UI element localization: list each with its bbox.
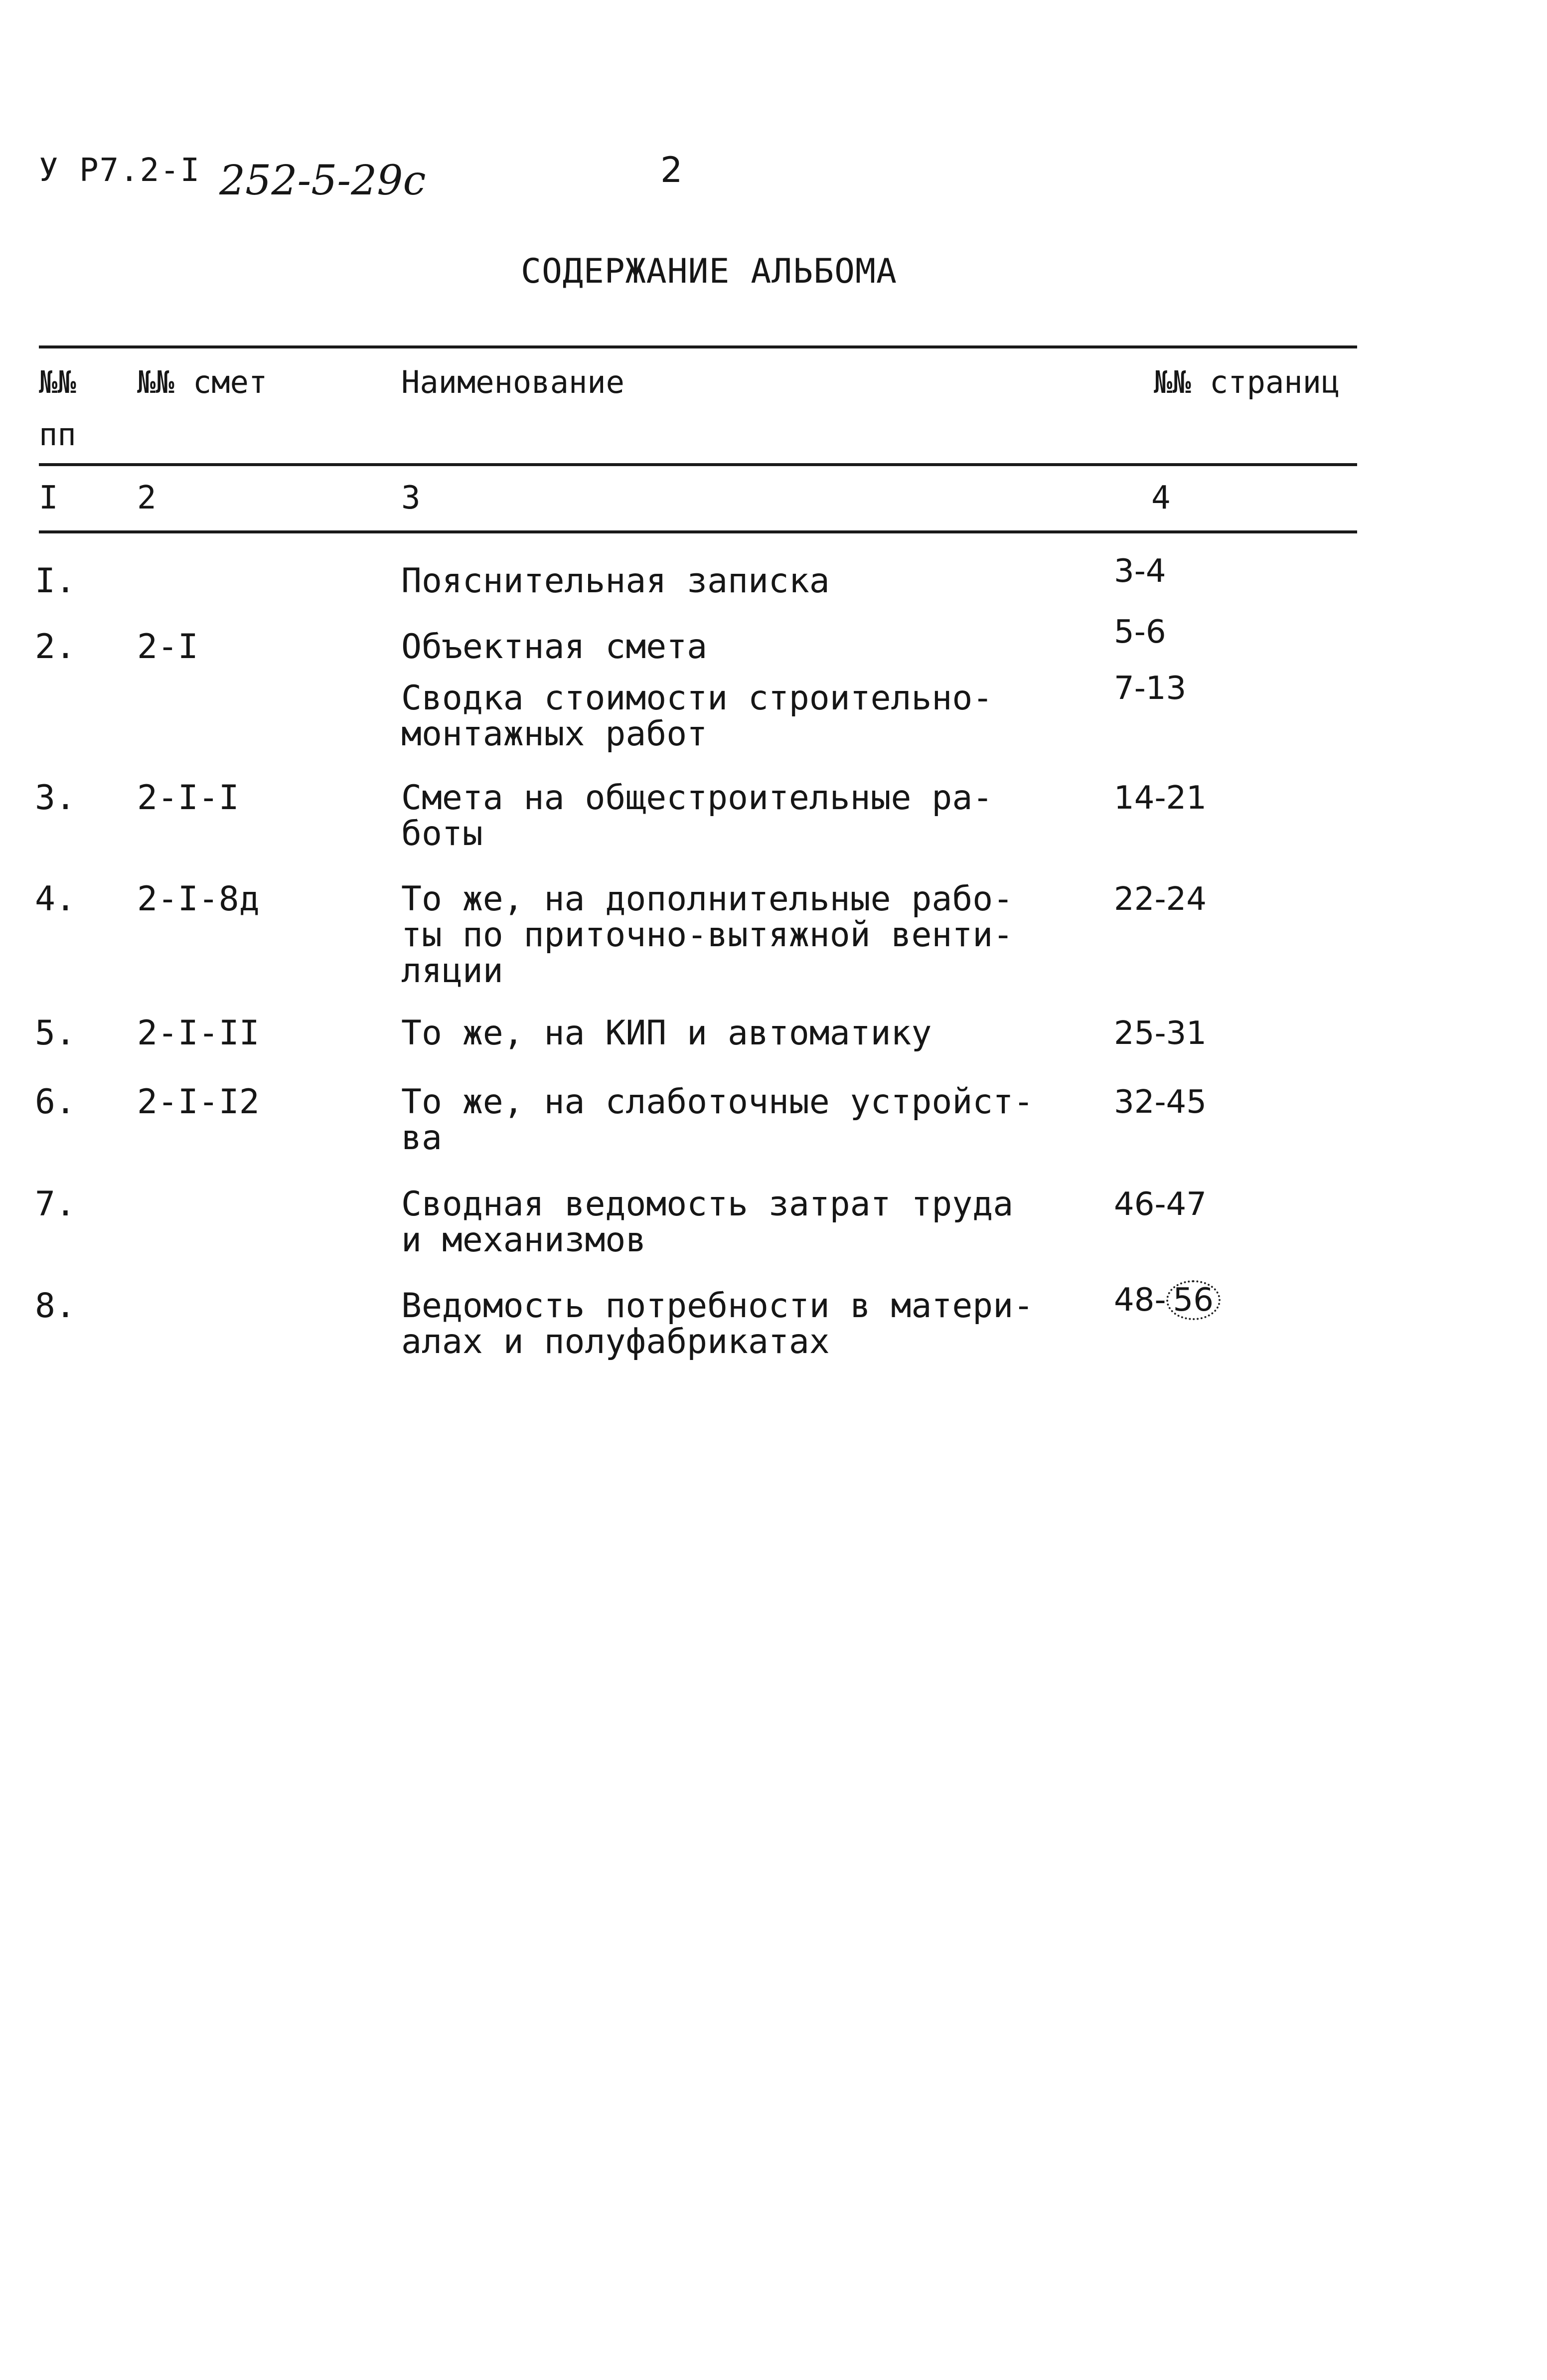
estimate-number: 2-I-I2	[137, 1082, 260, 1122]
col-number-2: 2	[137, 480, 156, 516]
row-number: 5.	[35, 1014, 76, 1053]
page-number: 2	[660, 150, 683, 190]
item-name: Сводная ведомость затрат труда и механизмов	[401, 1185, 1014, 1260]
item-name: Объектная смета	[401, 627, 708, 667]
page-range: 14-21	[1114, 780, 1207, 817]
page-range	[1114, 1280, 1221, 1320]
col-header-name: Наименование	[401, 364, 624, 400]
row-number: I.	[35, 561, 76, 601]
page-range: 3-4	[1114, 553, 1166, 590]
document-code: У Р7.2-I	[39, 152, 201, 189]
item-name: Смета на общестроительные ра- боты	[401, 778, 993, 853]
page-range: 32-45	[1114, 1084, 1207, 1121]
item-name: То же, на КИП и автоматику	[401, 1014, 932, 1053]
row-number: 4.	[35, 879, 76, 919]
page-range-start: 48-	[1114, 1282, 1166, 1319]
item-name: То же, на слаботочные устройст- ва	[401, 1082, 1034, 1158]
col-header-no: №№	[39, 364, 76, 400]
estimate-number: 2-I-II	[137, 1014, 260, 1053]
col-number-3: 3	[401, 480, 421, 516]
header-bottom-rule	[39, 463, 1357, 466]
column-number-rule	[39, 530, 1357, 533]
estimate-number: 2-I	[137, 627, 198, 667]
page-range: 22-24	[1114, 881, 1207, 918]
table-top-rule	[39, 345, 1357, 348]
col-header-no-line2: пп	[39, 416, 76, 453]
row-number: 8.	[35, 1286, 76, 1326]
page-range: 46-47	[1114, 1186, 1207, 1223]
item-name: Сводка стоимости строительно- монтажных работ	[401, 679, 993, 754]
item-name: Ведомость потребности в матери- алах и полуфабрикатах	[401, 1286, 1034, 1361]
row-number: 6.	[35, 1082, 76, 1122]
col-number-1: I	[39, 480, 58, 516]
col-header-estimate: №№ смет	[137, 364, 268, 400]
circled-page-number: 56	[1166, 1280, 1221, 1320]
item-name: Пояснительная записка	[401, 561, 830, 601]
page-range: 25-31	[1114, 1015, 1207, 1052]
page-title: СОДЕРЖАНИЕ АЛЬБОМА	[521, 252, 897, 291]
col-header-pages: №№ страниц	[1154, 364, 1340, 400]
handwritten-document-code: 252-5-29с	[219, 157, 426, 204]
estimate-number: 2-I-8д	[137, 879, 260, 919]
row-number: 3.	[35, 778, 76, 818]
item-name: То же, на дополнительные рабо- ты по приточно-вытяжной венти- ляции	[401, 879, 1014, 991]
page-range: 7-13	[1114, 670, 1187, 707]
page-range: 5-6	[1114, 614, 1166, 651]
row-number: 7.	[35, 1185, 76, 1224]
row-number: 2.	[35, 627, 76, 667]
col-number-4: 4	[1151, 480, 1171, 516]
estimate-number: 2-I-I	[137, 778, 239, 818]
